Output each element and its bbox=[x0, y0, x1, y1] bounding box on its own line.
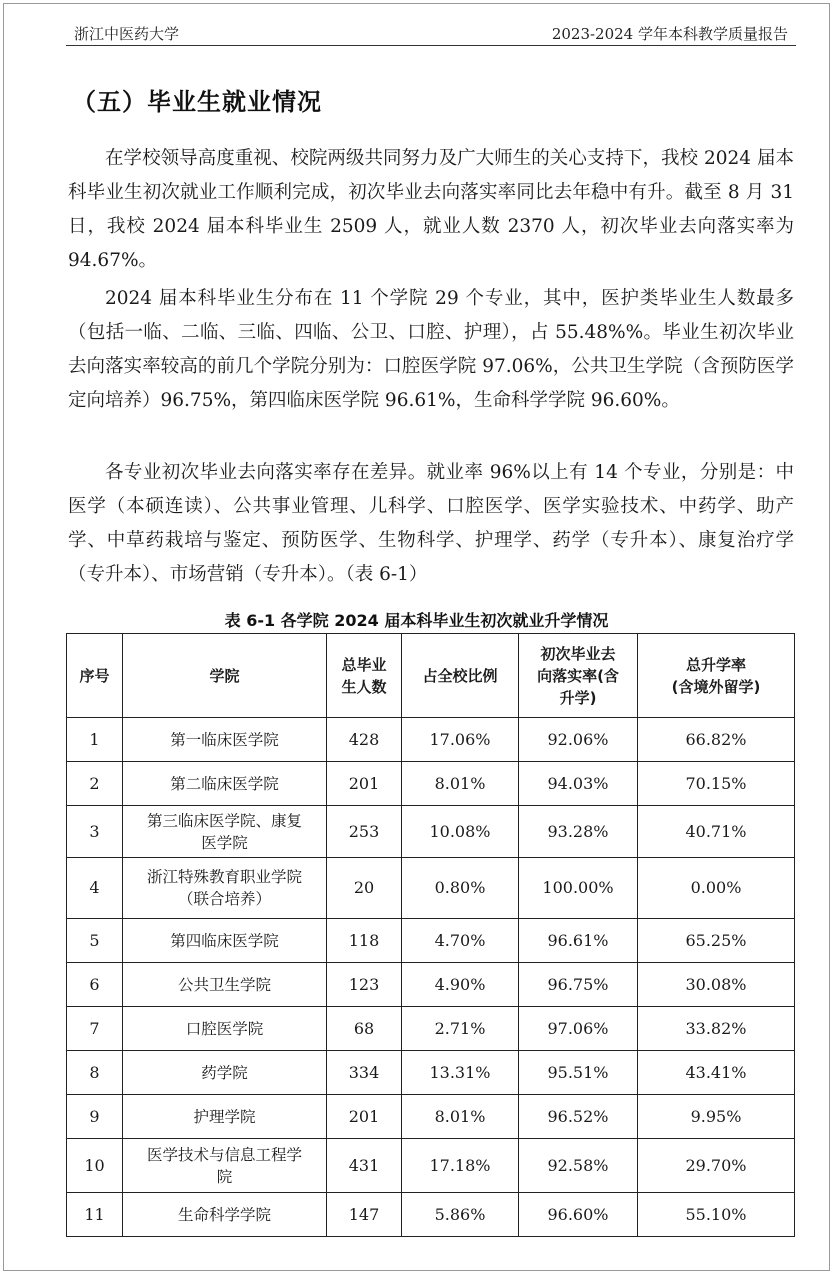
cell-college: 第二临床医学院 bbox=[123, 762, 327, 806]
paragraph-2: 2024 届本科毕业生分布在 11 个学院 29 个专业，其中，医护类毕业生人数最多（包括一临、二临、三临、四临、公卫、口腔、护理），占 55.48%%。毕业生初次毕业去向落实率较高的前几个学院分别为：口腔医学院 97.06%，公共卫生学院（含预防医学定向培养）96.75%，第四临床医学院 96.61%，生命科学学院 96.60%。 bbox=[68, 288, 794, 411]
cell-share: 5.86% bbox=[402, 1193, 519, 1237]
cell-no: 5 bbox=[67, 919, 123, 963]
cell-share: 4.90% bbox=[402, 963, 519, 1007]
cell-further: 65.25% bbox=[638, 919, 795, 963]
header-further: 总升学率 (含境外留学) bbox=[638, 634, 795, 718]
table-row bbox=[67, 1193, 795, 1237]
cell-no: 7 bbox=[67, 1007, 123, 1051]
table-row bbox=[67, 1139, 795, 1193]
cell-total: 68 bbox=[327, 1007, 402, 1051]
cell-further: 40.71% bbox=[638, 806, 795, 858]
cell-total: 201 bbox=[327, 762, 402, 806]
cell-total: 123 bbox=[327, 963, 402, 1007]
cell-college: 护理学院 bbox=[123, 1095, 327, 1139]
cell-rate: 92.58% bbox=[519, 1139, 638, 1193]
table-row bbox=[67, 1095, 795, 1139]
table-row bbox=[67, 858, 795, 919]
paragraph-1: 在学校领导高度重视、校院两级共同努力及广大师生的关心支持下，我校 2024 届本科毕业生初次就业工作顺利完成，初次毕业去向落实率同比去年稳中有升。截至 8 月 31 日，我校 2024 届本科毕业生 2509 人，就业人数 2370 人，初次毕业去向落实率为 94.67%。 bbox=[68, 148, 794, 271]
section-title: （五）毕业生就业情况 bbox=[72, 88, 322, 116]
cell-share: 8.01% bbox=[402, 762, 519, 806]
cell-college: 公共卫生学院 bbox=[123, 963, 327, 1007]
cell-no: 9 bbox=[67, 1095, 123, 1139]
header-total: 总毕业 生人数 bbox=[327, 634, 402, 718]
cell-share: 17.18% bbox=[402, 1139, 519, 1193]
cell-share: 17.06% bbox=[402, 718, 519, 762]
cell-further: 9.95% bbox=[638, 1095, 795, 1139]
header-share: 占全校比例 bbox=[402, 634, 519, 718]
table-row bbox=[67, 919, 795, 963]
cell-no: 8 bbox=[67, 1051, 123, 1095]
paragraph-3: 各专业初次毕业去向落实率存在差异。就业率 96%以上有 14 个专业，分别是：中医学（本硕连读）、公共事业管理、儿科学、口腔医学、医学实验技术、中药学、助产学、中草药栽培与鉴定、预防医学、生物科学、护理学、药学（专升本）、康复治疗学（专升本）、市场营销（专升本）。（表 6-1） bbox=[68, 462, 794, 585]
cell-no: 3 bbox=[67, 806, 123, 858]
cell-college: 口腔医学院 bbox=[123, 1007, 327, 1051]
table-row bbox=[67, 1051, 795, 1095]
cell-further: 70.15% bbox=[638, 762, 795, 806]
cell-total: 147 bbox=[327, 1193, 402, 1237]
cell-rate: 94.03% bbox=[519, 762, 638, 806]
table-row bbox=[67, 1007, 795, 1051]
table-header-row bbox=[67, 634, 795, 718]
header-university: 浙江中医药大学 bbox=[74, 25, 180, 43]
table-row bbox=[67, 963, 795, 1007]
cell-further: 30.08% bbox=[638, 963, 795, 1007]
cell-share: 13.31% bbox=[402, 1051, 519, 1095]
cell-no: 11 bbox=[67, 1193, 123, 1237]
header-college: 学院 bbox=[123, 634, 327, 718]
cell-college: 第四临床医学院 bbox=[123, 919, 327, 963]
header-rate: 初次毕业去 向落实率(含 升学) bbox=[519, 634, 638, 718]
cell-share: 4.70% bbox=[402, 919, 519, 963]
cell-total: 334 bbox=[327, 1051, 402, 1095]
cell-share: 2.71% bbox=[402, 1007, 519, 1051]
cell-no: 2 bbox=[67, 762, 123, 806]
cell-total: 201 bbox=[327, 1095, 402, 1139]
cell-college: 医学技术与信息工程学 院 bbox=[123, 1139, 327, 1193]
cell-further: 55.10% bbox=[638, 1193, 795, 1237]
cell-total: 253 bbox=[327, 806, 402, 858]
cell-no: 6 bbox=[67, 963, 123, 1007]
cell-total: 428 bbox=[327, 718, 402, 762]
cell-further: 0.00% bbox=[638, 858, 795, 919]
cell-rate: 96.61% bbox=[519, 919, 638, 963]
cell-total: 20 bbox=[327, 858, 402, 919]
cell-further: 66.82% bbox=[638, 718, 795, 762]
cell-further: 29.70% bbox=[638, 1139, 795, 1193]
cell-share: 0.80% bbox=[402, 858, 519, 919]
table-row bbox=[67, 718, 795, 762]
cell-rate: 93.28% bbox=[519, 806, 638, 858]
cell-rate: 97.06% bbox=[519, 1007, 638, 1051]
cell-share: 8.01% bbox=[402, 1095, 519, 1139]
cell-further: 43.41% bbox=[638, 1051, 795, 1095]
cell-college: 生命科学学院 bbox=[123, 1193, 327, 1237]
cell-no: 1 bbox=[67, 718, 123, 762]
cell-college: 第三临床医学院、康复 医学院 bbox=[123, 806, 327, 858]
employment-table bbox=[66, 633, 795, 1237]
cell-total: 431 bbox=[327, 1139, 402, 1193]
cell-rate: 96.60% bbox=[519, 1193, 638, 1237]
cell-rate: 96.52% bbox=[519, 1095, 638, 1139]
cell-college: 浙江特殊教育职业学院 （联合培养） bbox=[123, 858, 327, 919]
cell-college: 第一临床医学院 bbox=[123, 718, 327, 762]
cell-no: 10 bbox=[67, 1139, 123, 1193]
table-row bbox=[67, 806, 795, 858]
table-caption: 表 6-1 各学院 2024 届本科毕业生初次就业升学情况 bbox=[224, 611, 609, 630]
page-header bbox=[66, 20, 796, 46]
cell-rate: 96.75% bbox=[519, 963, 638, 1007]
table-row bbox=[67, 762, 795, 806]
cell-further: 33.82% bbox=[638, 1007, 795, 1051]
header-report-title: 2023-2024 学年本科教学质量报告 bbox=[551, 25, 788, 43]
cell-rate: 100.00% bbox=[519, 858, 638, 919]
cell-rate: 95.51% bbox=[519, 1051, 638, 1095]
cell-share: 10.08% bbox=[402, 806, 519, 858]
cell-rate: 92.06% bbox=[519, 718, 638, 762]
cell-college: 药学院 bbox=[123, 1051, 327, 1095]
header-no: 序号 bbox=[67, 634, 123, 718]
cell-total: 118 bbox=[327, 919, 402, 963]
cell-no: 4 bbox=[67, 858, 123, 919]
